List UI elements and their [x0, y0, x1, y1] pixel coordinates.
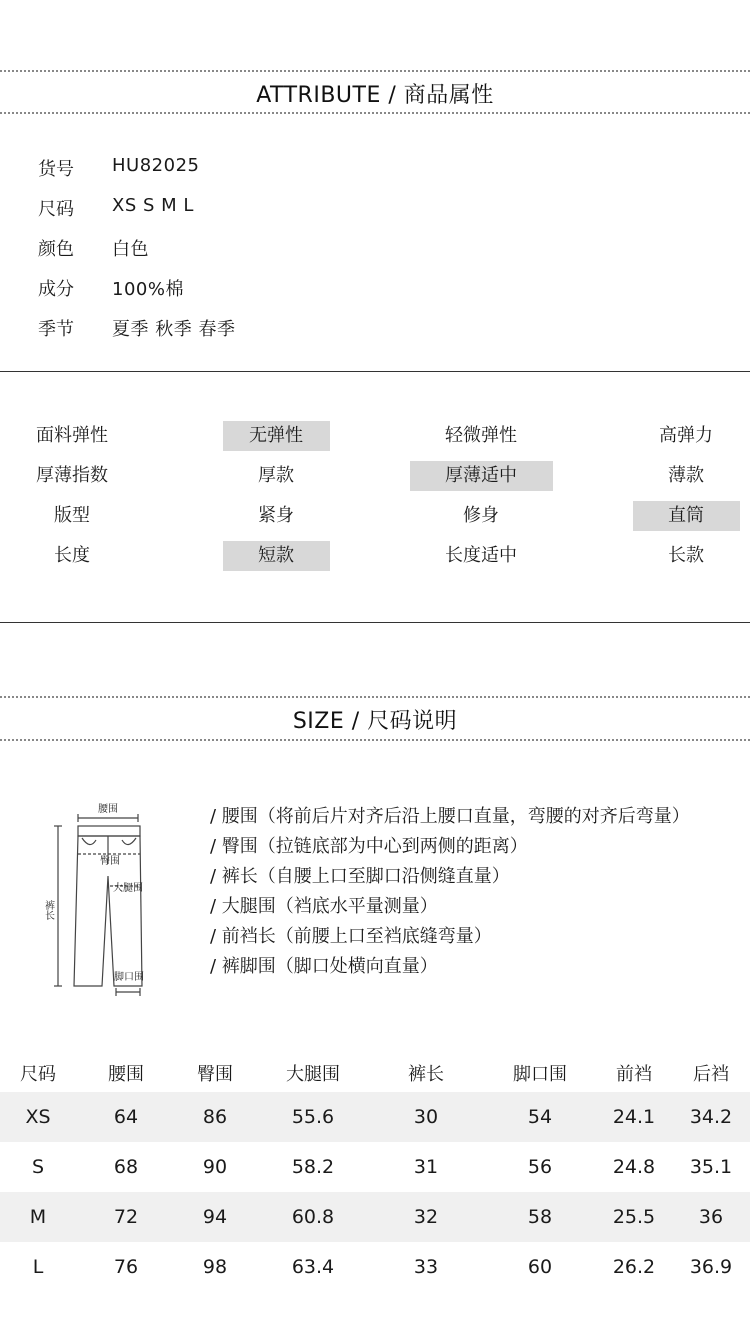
table-cell: 86: [202, 1106, 228, 1128]
table-cell: M: [29, 1206, 47, 1228]
divider-dotted: [0, 739, 750, 741]
feature-option: 轻微弹性: [445, 425, 517, 446]
table-cell: 58.2: [291, 1156, 335, 1178]
attribute-row: [38, 275, 438, 305]
attribute-key: 颜色: [38, 239, 74, 260]
table-cell: 36: [698, 1206, 724, 1228]
table-row: [0, 1142, 750, 1192]
size-note: / 腰围（将前后片对齐后沿上腰口直量，弯腰的对齐后弯量）: [210, 806, 690, 827]
table-cell: 36.9: [689, 1256, 733, 1278]
table-header-cell: 尺码: [20, 1064, 56, 1085]
table-cell: 60.8: [291, 1206, 335, 1228]
divider-dotted: [0, 112, 750, 114]
table-cell: 30: [413, 1106, 439, 1128]
feature-option: 薄款: [668, 465, 704, 486]
table-cell: 94: [202, 1206, 228, 1228]
table-cell: 33: [413, 1256, 439, 1278]
table-cell: 68: [113, 1156, 139, 1178]
table-cell: L: [32, 1256, 44, 1278]
table-cell: 56: [527, 1156, 553, 1178]
feature-option: 紧身: [258, 505, 294, 526]
table-cell: 35.1: [689, 1156, 733, 1178]
feature-option-selected: 无弹性: [223, 421, 330, 451]
attribute-key: 货号: [38, 159, 74, 180]
attribute-value: 白色: [112, 239, 149, 260]
pants-outline-icon: [38, 798, 168, 998]
table-header-cell: 大腿围: [286, 1064, 340, 1085]
attribute-row: [38, 155, 438, 185]
table-cell: 26.2: [612, 1256, 656, 1278]
table-cell: XS: [25, 1106, 51, 1128]
attribute-value: HU82025: [112, 155, 200, 176]
feature-option-selected: 短款: [223, 541, 330, 571]
table-header-cell: 腰围: [108, 1064, 144, 1085]
pants-measurement-diagram: [38, 798, 168, 998]
size-notes: [210, 802, 690, 982]
feature-option: 修身: [463, 505, 499, 526]
divider-dotted: [0, 696, 750, 698]
table-cell: 25.5: [612, 1206, 656, 1228]
table-header-cell: 前裆: [616, 1064, 652, 1085]
size-note: / 前裆长（前腰上口至裆底缝弯量）: [210, 926, 492, 947]
feature-option: 长款: [668, 545, 704, 566]
attribute-key: 尺码: [38, 199, 74, 220]
feature-label: 长度: [54, 545, 90, 566]
size-note: / 大腿围（裆底水平量测量）: [210, 896, 438, 917]
attribute-title: ATTRIBUTE / 商品属性: [256, 83, 494, 108]
table-header-cell: 脚口围: [513, 1064, 567, 1085]
table-row: [0, 1092, 750, 1142]
size-note: / 臀围（拉链底部为中心到两侧的距离）: [210, 836, 528, 857]
table-row: [0, 1192, 750, 1242]
table-cell: 60: [527, 1256, 553, 1278]
size-note: / 裤脚围（脚口处横向直量）: [210, 956, 438, 977]
attribute-value: XS S M L: [112, 195, 194, 216]
feature-row: [0, 541, 750, 573]
feature-option: 高弹力: [659, 425, 713, 446]
table-row: [0, 1242, 750, 1292]
table-header-cell: 裤长: [408, 1064, 444, 1085]
divider: [0, 371, 750, 372]
table-cell: 31: [413, 1156, 439, 1178]
diagram-label-thigh: 大腿围: [113, 883, 143, 894]
table-cell: S: [31, 1156, 45, 1178]
table-cell: 72: [113, 1206, 139, 1228]
table-header: [0, 1056, 750, 1090]
feature-row: [0, 421, 750, 453]
feature-option: 厚款: [258, 465, 294, 486]
attribute-key: 成分: [38, 279, 74, 300]
table-cell: 98: [202, 1256, 228, 1278]
attribute-value: 100%棉: [112, 279, 184, 300]
attribute-value: 夏季 秋季 春季: [112, 319, 236, 340]
feature-row: [0, 501, 750, 533]
attribute-row: [38, 195, 438, 225]
table-cell: 76: [113, 1256, 139, 1278]
diagram-label-hip: 臀围: [100, 856, 120, 867]
table-cell: 54: [527, 1106, 553, 1128]
table-cell: 55.6: [291, 1106, 335, 1128]
attribute-key: 季节: [38, 319, 74, 340]
feature-label: 厚薄指数: [36, 465, 108, 486]
size-note: / 裤长（自腰上口至脚口沿侧缝直量）: [210, 866, 510, 887]
divider-dotted: [0, 70, 750, 72]
table-cell: 58: [527, 1206, 553, 1228]
diagram-label-length: 裤长: [42, 900, 54, 920]
feature-option-selected: 厚薄适中: [410, 461, 553, 491]
diagram-label-hem: 脚口围: [114, 972, 144, 983]
attribute-row: [38, 235, 438, 265]
table-cell: 63.4: [291, 1256, 335, 1278]
table-cell: 64: [113, 1106, 139, 1128]
attribute-row: [38, 315, 438, 345]
feature-label: 面料弹性: [36, 425, 108, 446]
table-cell: 90: [202, 1156, 228, 1178]
divider: [0, 622, 750, 623]
feature-label: 版型: [54, 505, 90, 526]
feature-option-selected: 直筒: [633, 501, 740, 531]
diagram-label-waist: 腰围: [98, 804, 118, 815]
feature-option: 长度适中: [445, 545, 517, 566]
feature-row: [0, 461, 750, 493]
table-cell: 32: [413, 1206, 439, 1228]
size-title: SIZE / 尺码说明: [292, 709, 458, 734]
table-header-cell: 臀围: [197, 1064, 233, 1085]
table-cell: 24.8: [612, 1156, 656, 1178]
table-cell: 24.1: [612, 1106, 656, 1128]
table-header-cell: 后裆: [693, 1064, 729, 1085]
table-cell: 34.2: [689, 1106, 733, 1128]
